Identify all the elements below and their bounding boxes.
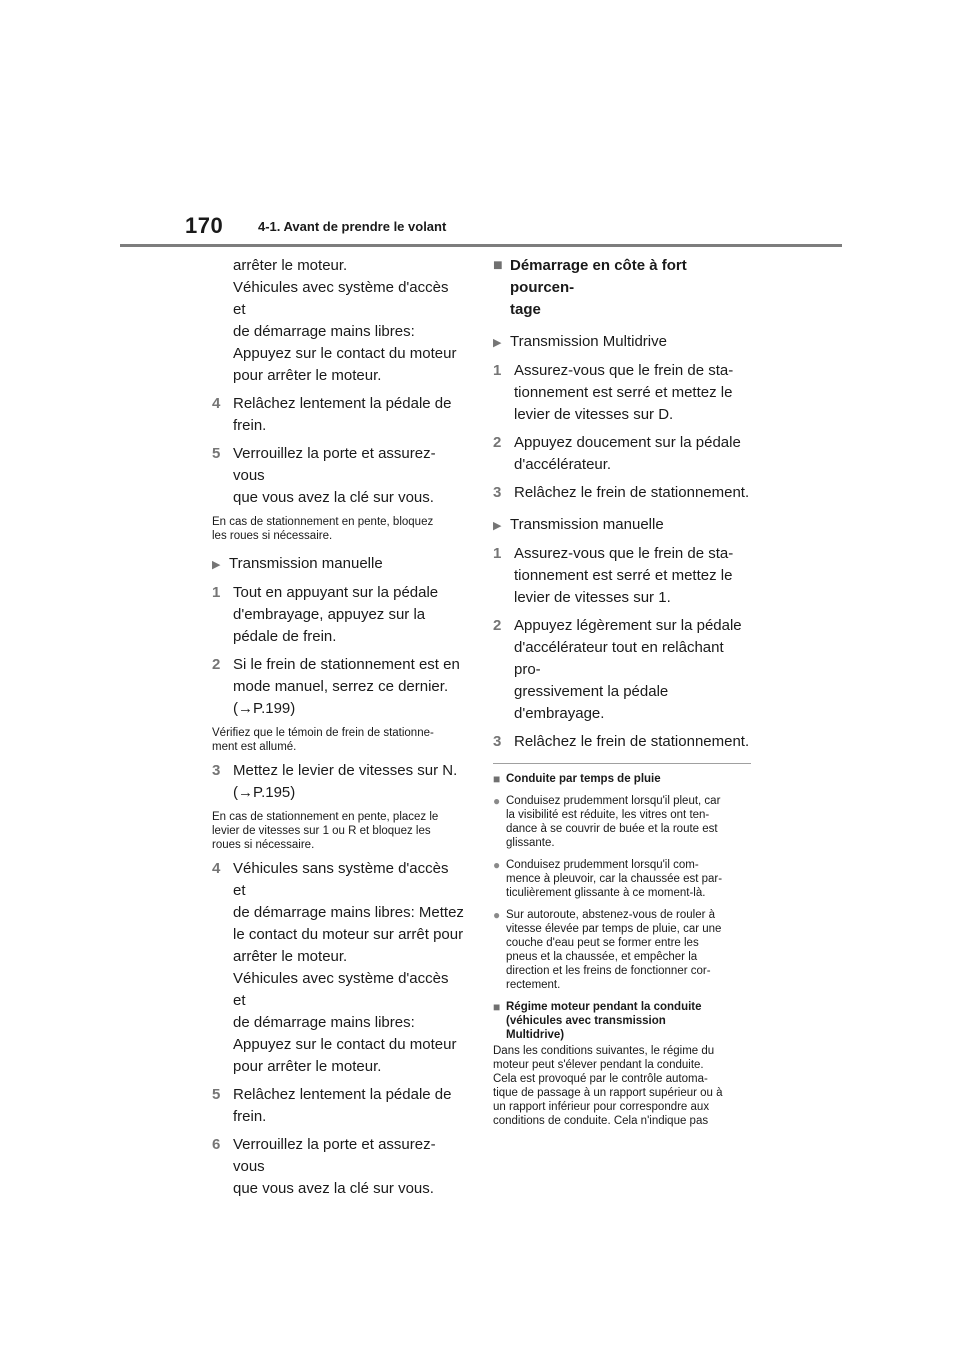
section-divider (493, 763, 751, 764)
step-text (514, 615, 751, 725)
step-text (514, 360, 751, 426)
text-line: Mettez le levier de vitesses sur N. (233, 762, 458, 779)
text-line: Sur autoroute, abstenez-vous de rouler à (506, 909, 716, 921)
subsection-label (493, 331, 751, 354)
text-line: Véhicules avec système d'accès et (233, 279, 449, 318)
text-line: frein. (233, 417, 267, 434)
text-line: pour arrêter le moteur. (233, 367, 382, 384)
square-bullet-icon: ■ (493, 772, 501, 786)
circle-bullet-icon: ● (493, 908, 501, 922)
text-line: pour arrêter le moteur. (233, 1058, 382, 1075)
section-title: 4-1. Avant de prendre le volant (258, 219, 447, 234)
text-line: Vérifiez que le témoin de frein de stationne- (212, 727, 434, 739)
text-line: d'embrayage, appuyez sur la (233, 606, 426, 623)
text-line: En cas de stationnement en pente, placez le (212, 811, 439, 823)
step-number: 3 (493, 484, 502, 501)
text-line: Appuyez doucement sur la pédale (514, 434, 741, 451)
text-line: Assurez-vous que le frein de sta- (514, 545, 734, 562)
numbered-step (212, 582, 464, 648)
text-line: moteur peut s'élever pendant la conduite. (493, 1059, 704, 1071)
step-text (233, 443, 464, 509)
bullet-item (493, 858, 751, 900)
square-bullet-icon: ■ (493, 1000, 501, 1014)
text-line: vitesse élevée par temps de pluie, car une (506, 923, 722, 935)
square-bullet-icon: ■ (493, 257, 503, 274)
numbered-step (212, 654, 464, 720)
bullet-item (493, 794, 751, 850)
step-text (514, 482, 751, 504)
numbered-step (493, 360, 751, 426)
text-line: frein. (233, 1108, 267, 1125)
text-line: les roues si nécessaire. (212, 530, 333, 542)
text-line: Appuyez sur le contact du moteur (233, 345, 457, 362)
numbered-step (212, 1084, 464, 1128)
text-line: le contact du moteur sur arrêt pour (233, 926, 464, 943)
text-line: conditions de conduite. Cela n'indique pas (493, 1115, 709, 1127)
text-line: Véhicules sans système d'accès et (233, 860, 449, 899)
step-number: 1 (493, 545, 502, 562)
text-line: Régime moteur pendant la conduite (506, 1001, 702, 1013)
text-line: Relâchez lentement la pédale de (233, 1086, 452, 1103)
step-number: 4 (212, 395, 221, 412)
text-line: de démarrage mains libres: Mettez (233, 904, 464, 921)
step-number: 1 (212, 584, 221, 601)
text-line: levier de vitesses sur D. (514, 406, 674, 423)
rain-heading (493, 772, 751, 786)
text-line: mence à pleuvoir, car la chaussée est par- (506, 873, 723, 885)
text-line: Conduisez prudemment lorsqu'il com- (506, 859, 699, 871)
numbered-step (493, 543, 751, 609)
text-line: Appuyez légèrement sur la pédale (514, 617, 742, 634)
numbered-step (212, 760, 464, 804)
left-column (212, 255, 464, 1200)
text-line: Multidrive) (506, 1029, 565, 1041)
triangle-icon: ▶ (493, 337, 502, 349)
step-text (233, 654, 464, 720)
circle-bullet-icon: ● (493, 794, 501, 808)
page-number: 170 (185, 213, 224, 238)
numbered-step (212, 858, 464, 1078)
subsection-label (212, 553, 464, 576)
step-text (514, 543, 751, 609)
note-text (212, 515, 464, 543)
triangle-icon: ▶ (493, 520, 502, 532)
text-line: de démarrage mains libres: (233, 323, 415, 340)
text-line: gressivement la pédale (514, 683, 669, 700)
text-line: Relâchez le frein de stationnement. (514, 484, 750, 501)
text-line: levier de vitesses sur 1. (514, 589, 671, 606)
numbered-step (212, 393, 464, 437)
rain-heading-text: Conduite par temps de pluie (506, 773, 661, 785)
subsection-text: Transmission manuelle (510, 516, 664, 533)
step-number: 5 (212, 445, 221, 462)
subsection-label (493, 514, 751, 537)
text-line: direction et les freins de fonctionner cor- (506, 965, 711, 977)
step-number: 3 (493, 733, 502, 750)
step-text (233, 760, 464, 804)
text-line: arrêter le moteur. (233, 948, 348, 965)
text-line: mode manuel, serrez ce dernier. (233, 678, 449, 695)
text-line: la visibilité est réduite, les vitres ont ten- (506, 809, 710, 821)
numbered-step (493, 432, 751, 476)
bullet-text (506, 858, 722, 900)
note-text (212, 726, 464, 754)
text-line: Dans les conditions suivantes, le régime du (493, 1045, 715, 1057)
text-line: d'embrayage. (514, 705, 605, 722)
text-line: En cas de stationnement en pente, bloquez (212, 516, 434, 528)
text-line: (→P.199) (233, 700, 296, 717)
step-number: 5 (212, 1086, 221, 1103)
text-line: que vous avez la clé sur vous. (233, 489, 434, 506)
text-line: arrêter le moteur. (233, 257, 348, 274)
text-line: Appuyez sur le contact du moteur (233, 1036, 457, 1053)
text-line: glissante. (506, 837, 555, 849)
numbered-step (212, 443, 464, 509)
step-text (233, 858, 464, 1078)
heading-text (510, 255, 751, 321)
text-line: Verrouillez la porte et assurez-vous (233, 1136, 436, 1175)
text-line: d'accélérateur. (514, 456, 612, 473)
bullet-item (493, 908, 751, 992)
text-line: Relâchez le frein de stationnement. (514, 733, 750, 750)
text-line: d'accélérateur tout en relâchant pro- (514, 639, 724, 678)
text-line: Conduisez prudemment lorsqu'il pleut, car (506, 795, 721, 807)
text-line: Si le frein de stationnement est en (233, 656, 460, 673)
rpm-text (493, 1044, 751, 1128)
numbered-step (212, 1134, 464, 1200)
step-number: 2 (212, 656, 221, 673)
text-line: Véhicules avec système d'accès et (233, 970, 449, 1009)
header-rule (120, 244, 842, 247)
paragraph (212, 255, 464, 387)
text-line: dance à se couvrir de buée et la route est (506, 823, 718, 835)
text-line: rectement. (506, 979, 561, 991)
numbered-step (493, 731, 751, 753)
text-line: roues si nécessaire. (212, 839, 315, 851)
step-text (514, 432, 751, 476)
step-text (233, 393, 464, 437)
text-line: tionnement est serré et mettez le (514, 384, 733, 401)
text-line: tique de passage à un rapport supérieur ou à (493, 1087, 723, 1099)
note-text (212, 810, 464, 852)
step-text (233, 1134, 464, 1200)
text-line: tionnement est serré et mettez le (514, 567, 733, 584)
right-column (493, 255, 751, 1128)
text-line: que vous avez la clé sur vous. (233, 1180, 434, 1197)
page-header (0, 0, 960, 250)
step-text (514, 731, 751, 753)
numbered-step (493, 615, 751, 725)
text-line: Verrouillez la porte et assurez-vous (233, 445, 436, 484)
step-number: 4 (212, 860, 221, 877)
subsection-text: Transmission manuelle (229, 555, 383, 572)
numbered-step (493, 482, 751, 504)
step-number: 6 (212, 1136, 221, 1153)
subsection-text: Transmission Multidrive (510, 333, 667, 350)
text-line: ticulièrement glissante à ce moment-là. (506, 887, 706, 899)
text-line: Tout en appuyant sur la pédale (233, 584, 439, 601)
step-number: 2 (493, 434, 502, 451)
text-line: Relâchez lentement la pédale de (233, 395, 452, 412)
text-line: ment est allumé. (212, 741, 297, 753)
step-text (233, 1084, 464, 1128)
rpm-heading-text (506, 1000, 702, 1042)
text-line: couche d'eau peut se former entre les (506, 937, 699, 949)
step-number: 2 (493, 617, 502, 634)
circle-bullet-icon: ● (493, 858, 501, 872)
text-line: pneus et la chaussée, et empêcher la (506, 951, 698, 963)
text-line: (véhicules avec transmission (506, 1015, 666, 1027)
step-number: 3 (212, 762, 221, 779)
bullet-text (506, 794, 720, 850)
text-line: Cela est provoqué par le contrôle automa- (493, 1073, 708, 1085)
bullet-text (506, 908, 721, 992)
text-line: levier de vitesses sur 1 ou R et bloquez les (212, 825, 431, 837)
step-text (233, 582, 464, 648)
text-line: de démarrage mains libres: (233, 1014, 415, 1031)
text-line: tage (510, 301, 541, 318)
text-line: un rapport inférieur pour correspondre aux (493, 1101, 710, 1113)
text-line: Démarrage en côte à fort pourcen- (510, 257, 687, 296)
section-heading (493, 255, 751, 321)
text-line: pédale de frein. (233, 628, 337, 645)
text-line: (→P.195) (233, 784, 296, 801)
step-number: 1 (493, 362, 502, 379)
text-line: Assurez-vous que le frein de sta- (514, 362, 734, 379)
triangle-icon: ▶ (212, 559, 221, 571)
rpm-heading (493, 1000, 751, 1042)
